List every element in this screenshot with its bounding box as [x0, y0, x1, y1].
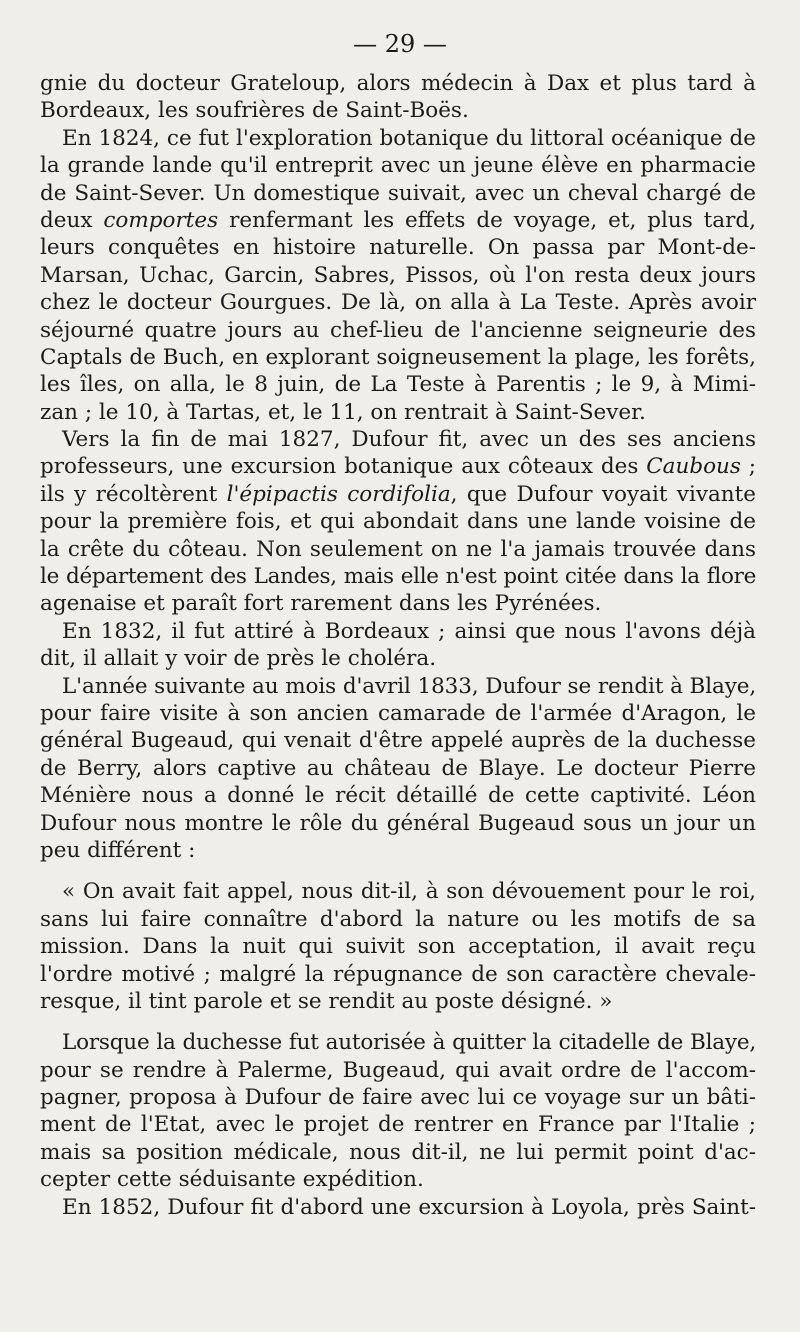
- text-line: resque, il tint parole et se rendit au poste désigné. »: [40, 988, 613, 1014]
- paragraph: [40, 618, 756, 673]
- paragraph: [40, 70, 756, 125]
- page-number: — 29 —: [353, 30, 447, 58]
- text-line: cepter cette séduisante expédition.: [40, 1167, 424, 1193]
- text-line: agenaise et paraît fort rarement dans les Pyrénées.: [40, 591, 602, 617]
- paragraph: [40, 426, 756, 618]
- text-line: de Saint-Sever. Un domestique suivait, avec un cheval chargé de: [40, 180, 756, 206]
- text-line: pagner, proposa à Dufour de faire avec lui ce voyage sur un bâti-: [40, 1085, 756, 1111]
- text-line: « On avait fait appel, nous dit-il, à son dévouement pour le roi,: [62, 879, 756, 905]
- text-line: En 1852, Dufour fit d'abord une excursion à Loyola, près Saint-: [62, 1194, 756, 1220]
- text-line: mission. Dans la nuit qui suivit son acceptation, il avait reçu: [40, 934, 756, 960]
- paragraph: [40, 1194, 756, 1221]
- text-line: pour la première fois, et qui abondait dans une lande voisine de: [40, 509, 756, 535]
- text-line: ment de l'Etat, avec le projet de rentrer en France par l'Italie ;: [40, 1112, 756, 1138]
- text-line: la grande lande qu'il entreprit avec un jeune élève en pharmacie: [40, 153, 756, 179]
- text-line: sans lui faire connaître d'abord la nature ou les motifs de sa: [40, 906, 756, 932]
- paragraph: [40, 125, 756, 426]
- text-line: Ménière nous a donné le récit détaillé de cette captivité. Léon: [40, 783, 756, 809]
- text-line: Marsan, Uchac, Garcin, Sabres, Pissos, où l'on resta deux jours: [40, 262, 756, 288]
- text-line: peu différent :: [40, 837, 196, 863]
- text-line: chez le docteur Gourgues. De là, on alla à La Teste. Après avoir: [40, 290, 756, 316]
- text-line: la crête du côteau. Non seulement on ne l'a jamais trouvée dans: [40, 536, 756, 562]
- text-line: ils y récoltèrent l'épipactis cordifolia, que Dufour voyait vivante: [40, 481, 757, 507]
- text-line: professeurs, une excursion botanique aux côteaux des Caubous ;: [40, 454, 756, 480]
- text-line: En 1832, il fut attiré à Bordeaux ; ainsi que nous l'avons déjà: [62, 618, 756, 644]
- text-line: zan ; le 10, à Tartas, et, le 11, on rentrait à Saint-Sever.: [40, 399, 646, 425]
- paragraph: [40, 1029, 756, 1193]
- text-line: gnie du docteur Grateloup, alors médecin à Dax et plus tard à: [40, 71, 756, 96]
- text-line: l'ordre motivé ; malgré la répugnance de son caractère chevale-: [40, 961, 756, 987]
- text-line: séjourné quatre jours au chef-lieu de l'ancienne seigneurie des: [40, 317, 756, 343]
- quotation: [40, 878, 756, 1015]
- text-line: général Bugeaud, qui venait d'être appelé auprès de la duchesse: [40, 728, 756, 754]
- body-text: [40, 70, 756, 1221]
- text-line: Dufour nous montre le rôle du général Bugeaud sous un jour un: [40, 810, 756, 836]
- text-line: dit, il allait y voir de près le choléra.: [40, 646, 437, 672]
- text-line: de Berry, alors captive au château de Blaye. Le docteur Pierre: [40, 755, 756, 781]
- text-line: pour faire visite à son ancien camarade de l'armée d'Aragon, le: [40, 700, 756, 726]
- text-line: En 1824, ce fut l'exploration botanique du littoral océanique de: [62, 125, 756, 151]
- paragraph: [40, 673, 756, 865]
- text-line: leurs conquêtes en histoire naturelle. On passa par Mont-de-: [40, 235, 756, 261]
- text-line: mais sa position médicale, nous dit-il, ne lui permit point d'ac-: [40, 1139, 756, 1165]
- text-line: pour se rendre à Palerme, Bugeaud, qui avait ordre de l'accom-: [40, 1057, 756, 1083]
- text-line: Captals de Buch, en explorant soigneusement la plage, les forêts,: [40, 344, 756, 370]
- text-line: Lorsque la duchesse fut autorisée à quitter la citadelle de Blaye,: [62, 1030, 756, 1056]
- text-line: Vers la fin de mai 1827, Dufour fit, avec un des ses anciens: [62, 427, 756, 453]
- text-line: L'année suivante au mois d'avril 1833, Dufour se rendit à Blaye,: [62, 673, 757, 699]
- text-line: Bordeaux, les soufrières de Saint-Boës.: [40, 98, 469, 124]
- text-line: les îles, on alla, le 8 juin, de La Teste à Parentis ; le 9, à Mimi-: [40, 372, 756, 398]
- text-line: deux comportes renfermant les effets de voyage, et, plus tard,: [40, 207, 756, 233]
- text-line: le département des Landes, mais elle n'est point citée dans la flore: [40, 564, 756, 590]
